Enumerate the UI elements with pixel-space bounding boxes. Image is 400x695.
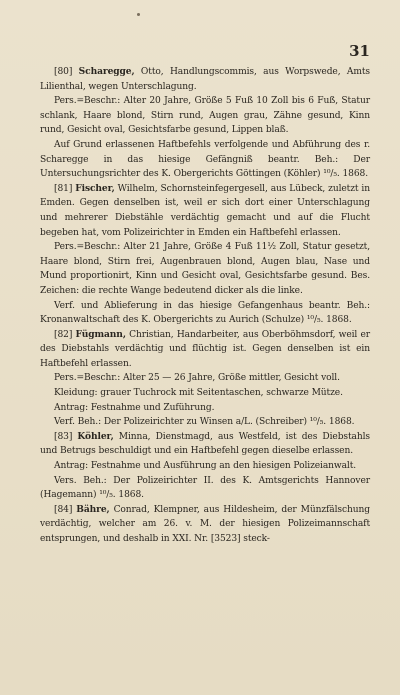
entry-text: Otto, Handlungscommis, aus Worpswede, Amts Lilienthal, wegen Unterschlagung. [40,67,370,92]
entry-text: Conrad, Klempner, aus Hildesheim, der Münzfälschung verdächtig, welcher am 26. v. M. der hiesigen Polizeimannschaft entsprungen, und deshalb in XXI. Nr. [3523] steck- [40,504,370,544]
page-number: 31 [349,42,370,60]
entry-surname: Fügmann, [75,328,126,340]
entry-text: Minna, Dienstmagd, aus Westfeld, ist des Diebstahls und Betrugs beschuldigt und ein Haftbefehl gegen dieselbe erlassen. [40,431,370,457]
request-paragraph: Antrag: Festnahme und Zuführung. [54,402,215,413]
entry-83 [40,430,370,503]
entry-number: [83] [54,431,73,442]
entry-81 [40,182,370,328]
warrant-listing [40,65,370,547]
entry-surname: Fischer, [75,182,115,194]
entry-surname: Köhler, [77,430,114,442]
request-paragraph: Antrag: Festnahme und Ausführung an den hiesigen Polizeianwalt. [54,461,357,472]
entry-text: Wilhelm, Schornsteinfegergesell, aus Lübeck, zuletzt in Emden. Gegen denselben ist, weil er sich dort einer Unterschlagung und mehrerer Diebstähle verdächtig gemacht und auf die Flucht begeben hat, vom Polizeirichter in Emden ein Haftbefehl erlassen. [40,183,370,238]
entry-82 [40,328,370,430]
description-paragraph: Pers.=Beschr.: Alter 20 Jahre, Größe 5 Fuß 10 Zoll bis 6 Fuß, Statur schlank, Haare blond, Stirn rund, Augen grau, Zähne gesund, Kinn rund, Gesicht oval, Gesichtsfarbe gesund, Lippen blaß. [40,96,370,136]
entry-surname: Bähre, [76,503,110,515]
authority-paragraph: Vers. Beh.: Der Polizeirichter II. des K. Amtsgerichts Hannover (Hagemann) ¹⁰/₅. 1868. [40,475,370,501]
entry-number: [84] [54,504,73,515]
entry-number: [81] [54,183,73,194]
description-paragraph: Pers.=Beschr.: Alter 25 — 26 Jahre, Größe mittler, Gesicht voll. [54,373,340,384]
entry-text: Christian, Handarbeiter, aus Oberböhmsdorf, weil er des Diebstahls verdächtig und flüchtig ist. Gegen denselben ist ein Haftbefehl erlassen. [40,329,370,369]
entry-84 [40,503,370,547]
request-paragraph: Auf Grund erlassenen Haftbefehls verfolgende und Abführung des r. Scharegge in das hiesige Gefängniß beantr. Beh.: Der Untersuchungsrichter des K. Obergerichts Göttingen (Köhler) ¹⁰/₅. 1868. [40,139,370,180]
entry-number: [82] [54,329,73,340]
request-paragraph: Verf. und Ablieferung in das hiesige Gefangenhaus beantr. Beh.: Kronanwaltschaft des K. Obergerichts zu Aurich (Schulze) ¹⁰/₅. 1868. [40,300,370,326]
entry-heading-paragraph [40,182,370,240]
clothing-paragraph: Kleidung: grauer Tuchrock mit Seitentaschen, schwarze Mütze. [54,388,343,399]
ink-speck [137,13,140,16]
entry-heading-paragraph [40,503,370,547]
entry-80 [40,65,370,182]
authority-paragraph: Verf. Beh.: Der Polizeirichter zu Winsen a/L. (Schreiber) ¹⁰/₅. 1868. [54,417,355,428]
entry-heading-paragraph [40,328,370,372]
entry-surname: Scharegge, [78,66,135,77]
entry-heading-paragraph [40,65,370,94]
entry-number: [80] [54,67,73,77]
entry-heading-paragraph [40,430,370,459]
description-paragraph: Pers.=Beschr.: Alter 21 Jahre, Größe 4 Fuß 11½ Zoll, Statur gesetzt, Haare blond, Stirn frei, Augenbrauen blond, Augen blau, Nase und Mund proportionirt, Kinn und Gesicht oval, Gesichtsfarbe gesund. Bes. Zeichen: die rechte Wange bedeutend dicker als die linke. [40,242,370,296]
